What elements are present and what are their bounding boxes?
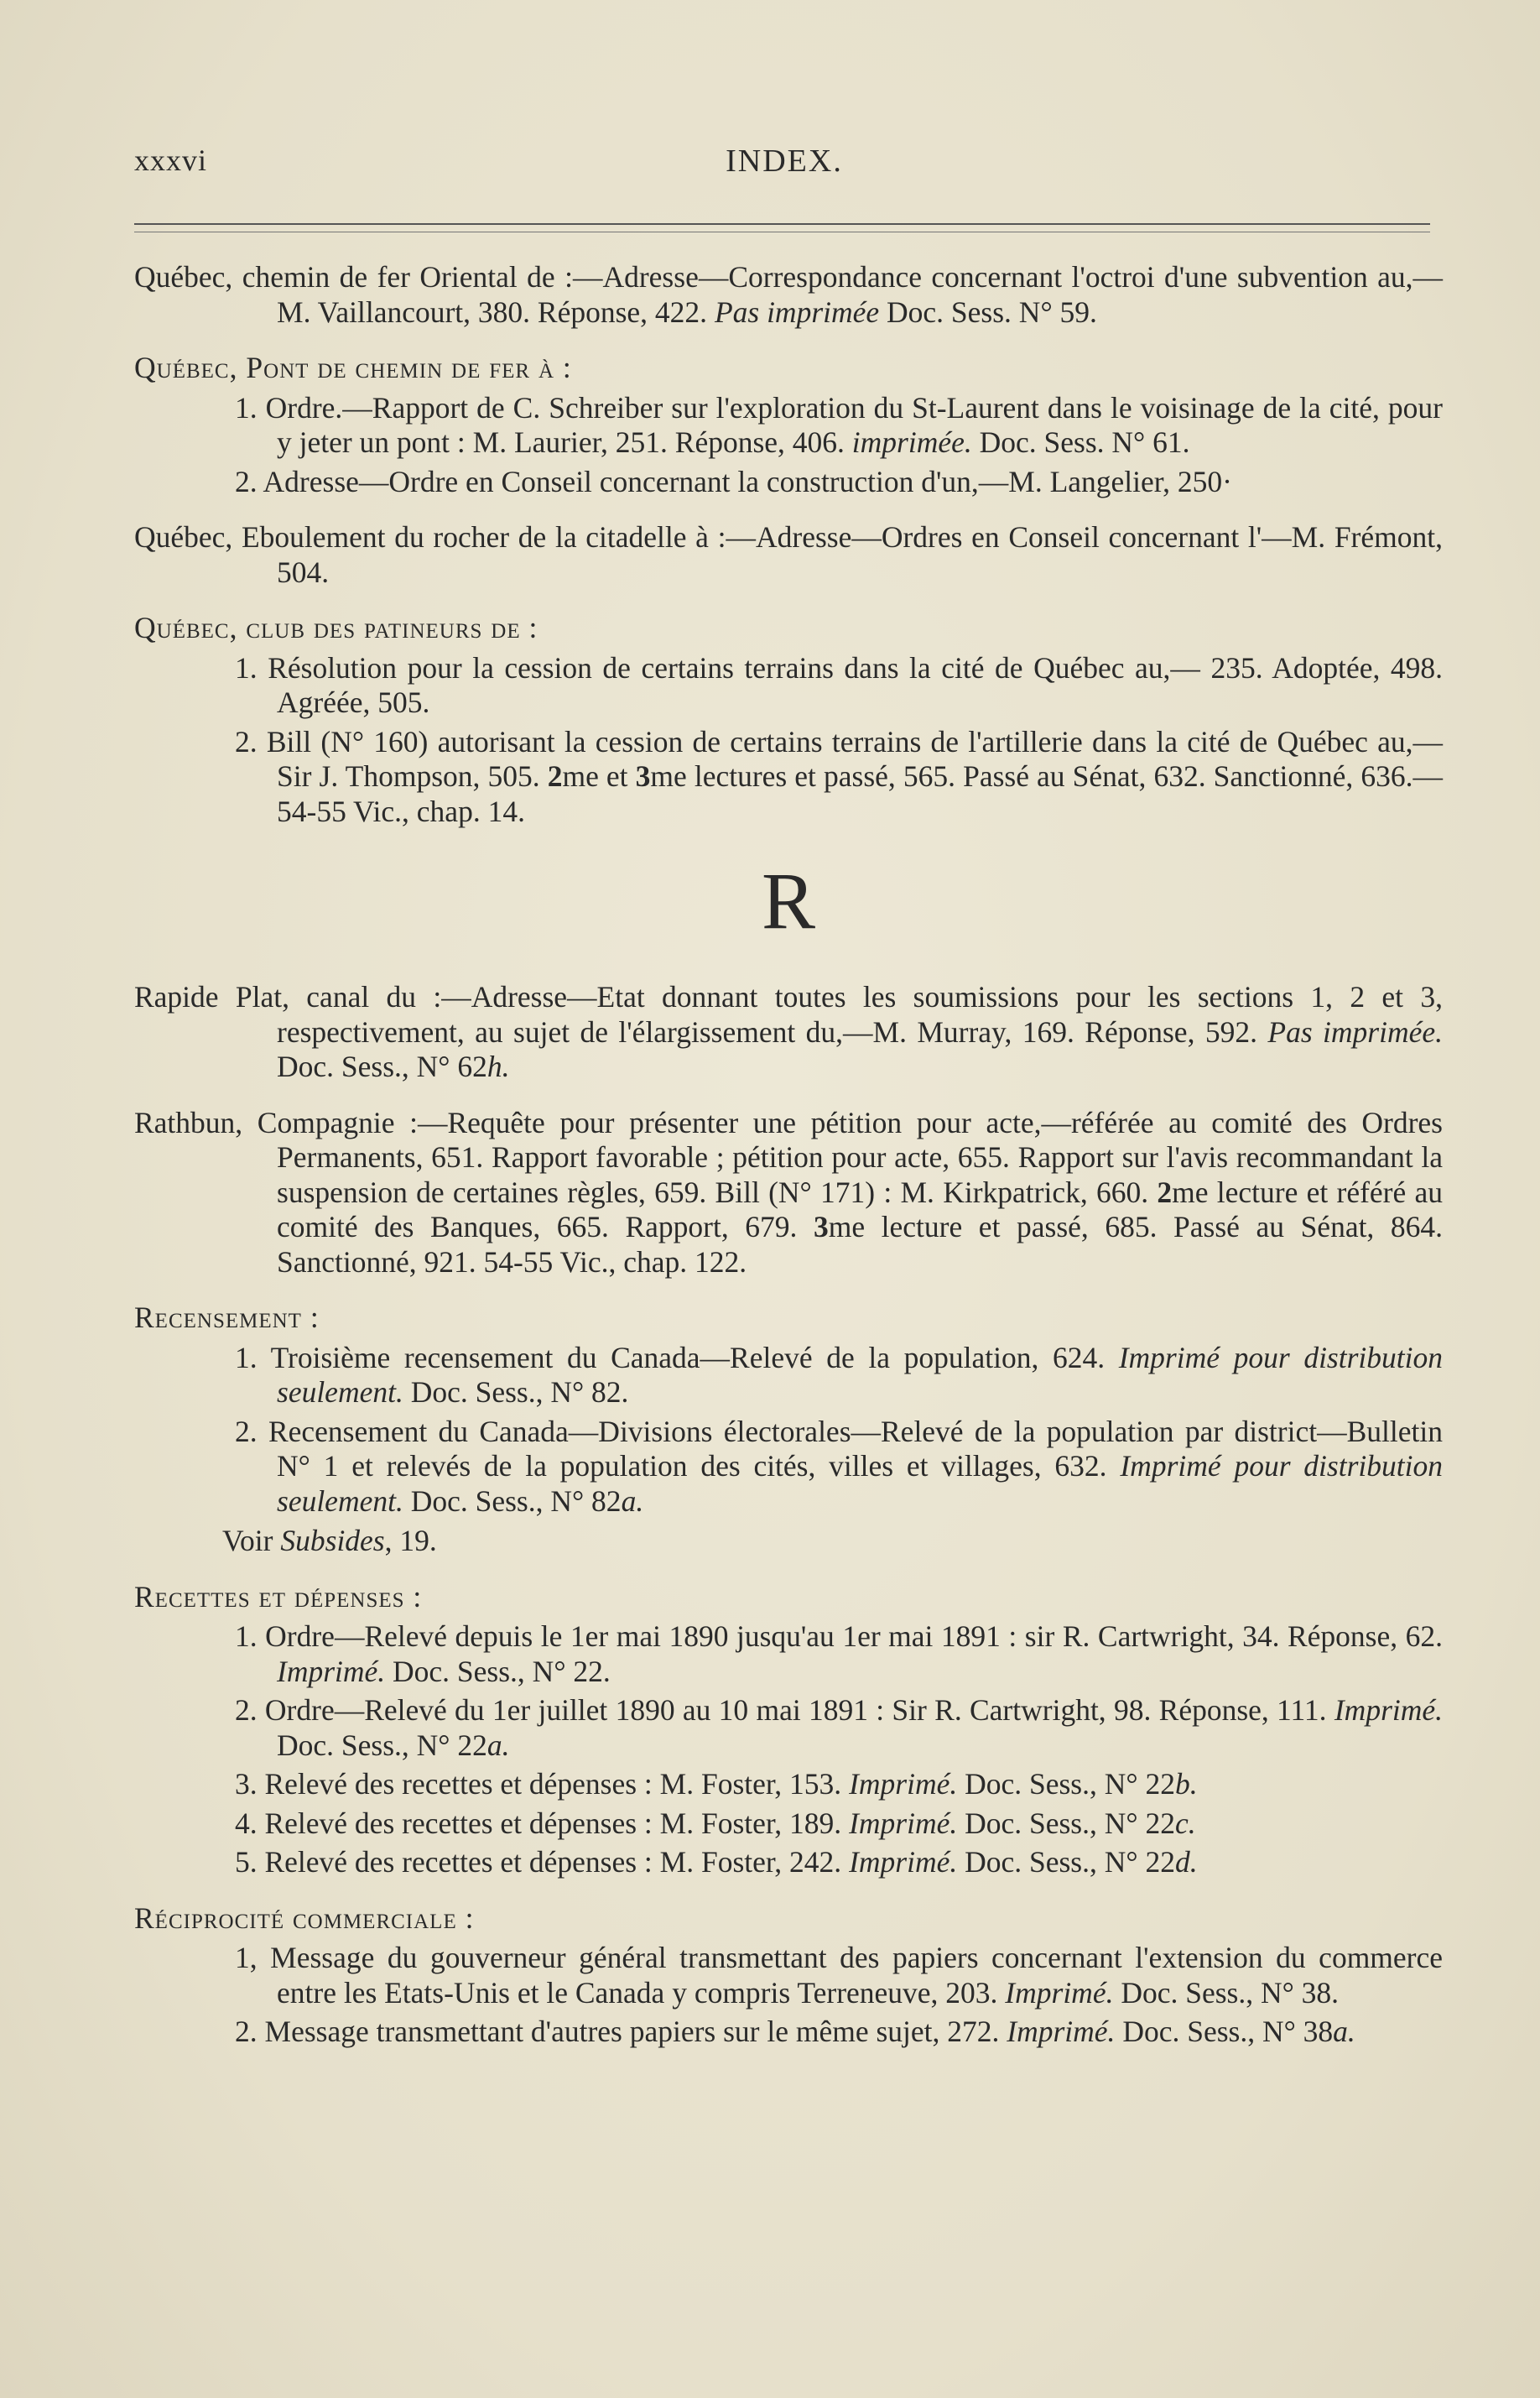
see-also: [134, 1524, 1443, 1559]
list-item: [134, 1806, 1443, 1842]
ordinal-number: 2: [547, 759, 563, 793]
item-text: Troisième recensement du Canada—Relevé de la population, 624.: [270, 1340, 1106, 1374]
item-text: me lectures et passé, 565. Passé au Sénat, 632. Sanctionné, 636.—54-55 Vic., chap. 14.: [277, 759, 1444, 828]
entry-text: —Adresse—Ordres en Conseil concernant l'—M. Frémont, 504.: [277, 520, 1443, 589]
entry-quebec-pont: [134, 351, 1443, 499]
item-doc-suffix: b.: [1174, 1767, 1198, 1801]
entry-reciprocite: [134, 1901, 1443, 2050]
entry-rathbun: [134, 1106, 1443, 1280]
list-item: [134, 1619, 1443, 1689]
item-doc-suffix: c.: [1174, 1806, 1196, 1840]
item-doc-suffix: a.: [621, 1483, 644, 1518]
item-italic: Imprimé pour distribution seulement.: [277, 1449, 1444, 1518]
entry-quebec-eboulement: [134, 520, 1443, 590]
list-item: [134, 1415, 1443, 1520]
item-doc-ref: Doc. Sess., N° 22: [965, 1767, 1175, 1801]
see-also-prefix: Voir: [222, 1524, 281, 1557]
item-number: 4.: [235, 1806, 258, 1840]
item-text: Relevé des recettes et dépenses : M. Foster, 153.: [264, 1767, 842, 1801]
item-number: 2.: [235, 1414, 258, 1448]
section-letter: R: [761, 856, 816, 946]
ordinal-number: 2: [1157, 1175, 1173, 1209]
item-text: Ordre—Relevé depuis le 1er mai 1890 jusqu'au 1er mai 1891 : sir R. Cartwright, 34. Réponse, 62.: [265, 1619, 1444, 1653]
item-doc-suffix: a.: [486, 1728, 510, 1762]
item-text: Relevé des recettes et dépenses : M. Foster, 242.: [264, 1845, 842, 1879]
item-italic: Imprimé pour distribution seulement.: [277, 1340, 1444, 1409]
item-number: 1.: [235, 1619, 258, 1653]
item-doc-suffix: a.: [1333, 2015, 1355, 2048]
list-item: [134, 651, 1443, 721]
item-italic: Imprimé.: [849, 1845, 958, 1879]
entry-doc-ref: Doc. Sess., N° 62: [277, 1050, 487, 1083]
item-doc-ref: Doc. Sess., N° 82: [410, 1483, 622, 1518]
item-text: Relevé des recettes et dépenses : M. Foster, 189.: [264, 1806, 842, 1840]
entry-heading: Recensement :: [134, 1301, 320, 1334]
list-item: [134, 391, 1443, 461]
entry-heading: Québec, club des patineurs de :: [134, 611, 538, 644]
item-number: 2.: [235, 2015, 258, 2048]
item-doc-ref: Doc. Sess., N° 22.: [393, 1654, 611, 1688]
entry-rapide-plat: [134, 980, 1443, 1085]
list-item: [134, 1845, 1443, 1880]
entry-heading: Rathbun, Compagnie :: [134, 1105, 418, 1139]
index-content: [134, 260, 1443, 2071]
entry-recensement: [134, 1301, 1443, 1559]
entry-text: —Requête pour présenter une pétition pour acte,—référée au comité des Ordres Permanents, 651. Rapport favorable ; pétition pour acte, 655. Rapport sur l'avis recommandant la suspension de certaines règles, 659. Bill (N° 171) : M. Kirkpatrick, 660.: [277, 1105, 1443, 1209]
item-text: Message du gouverneur général transmettant des papiers concernant l'extension du commerce entre les Etats-Unis et le Canada y compris Terreneuve, 203.: [270, 1941, 1444, 2010]
item-doc-ref: Doc. Sess., N° 22: [965, 1806, 1175, 1840]
entry-heading: Rapide Plat, canal du :: [134, 980, 442, 1014]
entry-heading: Réciprocité commerciale :: [134, 1900, 475, 1935]
item-number: 1.: [235, 1340, 258, 1374]
entry-doc-suffix: h.: [486, 1050, 510, 1083]
entry-italic: Pas imprimée.: [1267, 1014, 1443, 1049]
entry-quebec-patineurs: [134, 611, 1443, 829]
item-text: Résolution pour la cession de certains terrains dans la cité de Québec au,— 235. Adoptée, 498. Agréée, 505.: [268, 650, 1444, 719]
item-italic: Imprimé.: [1334, 1693, 1444, 1727]
item-doc-suffix: d.: [1174, 1845, 1198, 1879]
page-header: [134, 143, 1434, 193]
item-doc-ref: Doc. Sess., N° 82.: [410, 1375, 629, 1409]
item-doc-ref: Doc. Sess. N° 61.: [979, 425, 1190, 459]
entry-heading: Québec, Eboulement du rocher de la citadelle à :: [134, 520, 726, 554]
entry-italic: Pas imprimée: [714, 295, 880, 329]
entry-heading: Recettes et dépenses :: [134, 1579, 423, 1613]
page-number: xxxvi: [134, 143, 208, 177]
list-item: [134, 1767, 1443, 1802]
ordinal-number: 3: [635, 759, 651, 793]
entry-text: me lecture et référé au comité des Banques, 665. Rapport, 679.: [277, 1175, 1444, 1243]
item-number: 3.: [235, 1767, 258, 1801]
item-number: 2.: [235, 464, 258, 498]
see-also-link: Subsides: [280, 1524, 385, 1557]
item-text: me et: [562, 759, 628, 793]
item-doc-ref: Doc. Sess., N° 38: [1122, 2015, 1334, 2048]
page-title: INDEX.: [726, 143, 843, 179]
item-text: Ordre—Relevé du 1er juillet 1890 au 10 mai 1891 : Sir R. Cartwright, 98. Réponse, 111.: [264, 1693, 1327, 1727]
entry-doc-ref: Doc. Sess. N° 59.: [887, 295, 1097, 329]
list-item: [134, 1693, 1443, 1763]
item-text: Ordre.—Rapport de C. Schreiber sur l'exploration du St-Laurent dans le voisinage de la cité, pour y jeter un pont : M. Laurier, 251. Réponse, 406.: [265, 390, 1443, 459]
item-number: 1,: [235, 1941, 258, 1974]
item-text: Message transmettant d'autres papiers sur le même sujet, 272.: [264, 2015, 1000, 2048]
header-rule: [134, 223, 1430, 225]
item-italic: Imprimé.: [277, 1654, 386, 1688]
entry-recettes: [134, 1580, 1443, 1880]
item-italic: imprimée.: [851, 425, 972, 459]
item-number: 2.: [235, 1693, 258, 1727]
item-number: 5.: [235, 1845, 258, 1879]
entry-heading: Québec, Pont de chemin de fer à :: [134, 351, 572, 384]
entry-text: me lecture et passé, 685. Passé au Sénat, 864. Sanctionné, 921. 54-55 Vic., chap. 122.: [277, 1210, 1444, 1279]
item-text: Recensement du Canada—Divisions électorales—Relevé de la population par district—Bulletin N° 1 et relevés de la population des cités, villes et villages, 632.: [268, 1414, 1443, 1483]
item-number: 1.: [235, 390, 258, 425]
item-italic: Imprimé.: [1005, 1975, 1114, 2010]
item-doc-ref: Doc. Sess., N° 22: [277, 1728, 487, 1762]
list-item: [134, 1941, 1443, 2010]
list-item: [134, 1341, 1443, 1410]
list-item: [134, 465, 1443, 500]
item-text: Bill (N° 160) autorisant la cession de certains terrains de l'artillerie dans la cité de Québec au,—Sir J. Thompson, 505.: [266, 724, 1443, 793]
item-text: Adresse—Ordre en Conseil concernant la construction d'un,—M. Langelier, 250·: [263, 464, 1232, 498]
list-item: [134, 2015, 1443, 2050]
item-number: 2.: [235, 724, 258, 758]
item-italic: Imprimé.: [1007, 2015, 1116, 2048]
entry-text: —Adresse—Etat donnant toutes les soumissions pour les sections 1, 2 et 3, respectivement, au sujet de l'élargissement du,—M. Murray, 169. Réponse, 592.: [277, 980, 1443, 1049]
see-also-page: , 19.: [384, 1524, 437, 1557]
list-item: [134, 725, 1443, 830]
item-italic: Imprimé.: [849, 1806, 958, 1840]
entry-heading: Québec, chemin de fer Oriental de :: [134, 260, 573, 294]
item-doc-ref: Doc. Sess., N° 38.: [1121, 1975, 1340, 2010]
item-italic: Imprimé.: [849, 1767, 958, 1801]
item-doc-ref: Doc. Sess., N° 22: [965, 1845, 1175, 1879]
ordinal-number: 3: [813, 1210, 829, 1243]
item-number: 1.: [235, 650, 258, 685]
entry-text: —Adresse—Correspondance concernant l'octroi d'une subvention au,—M. Vaillancourt, 380. Réponse, 422.: [277, 260, 1444, 329]
entry-quebec-chemin-de-fer: [134, 260, 1443, 330]
